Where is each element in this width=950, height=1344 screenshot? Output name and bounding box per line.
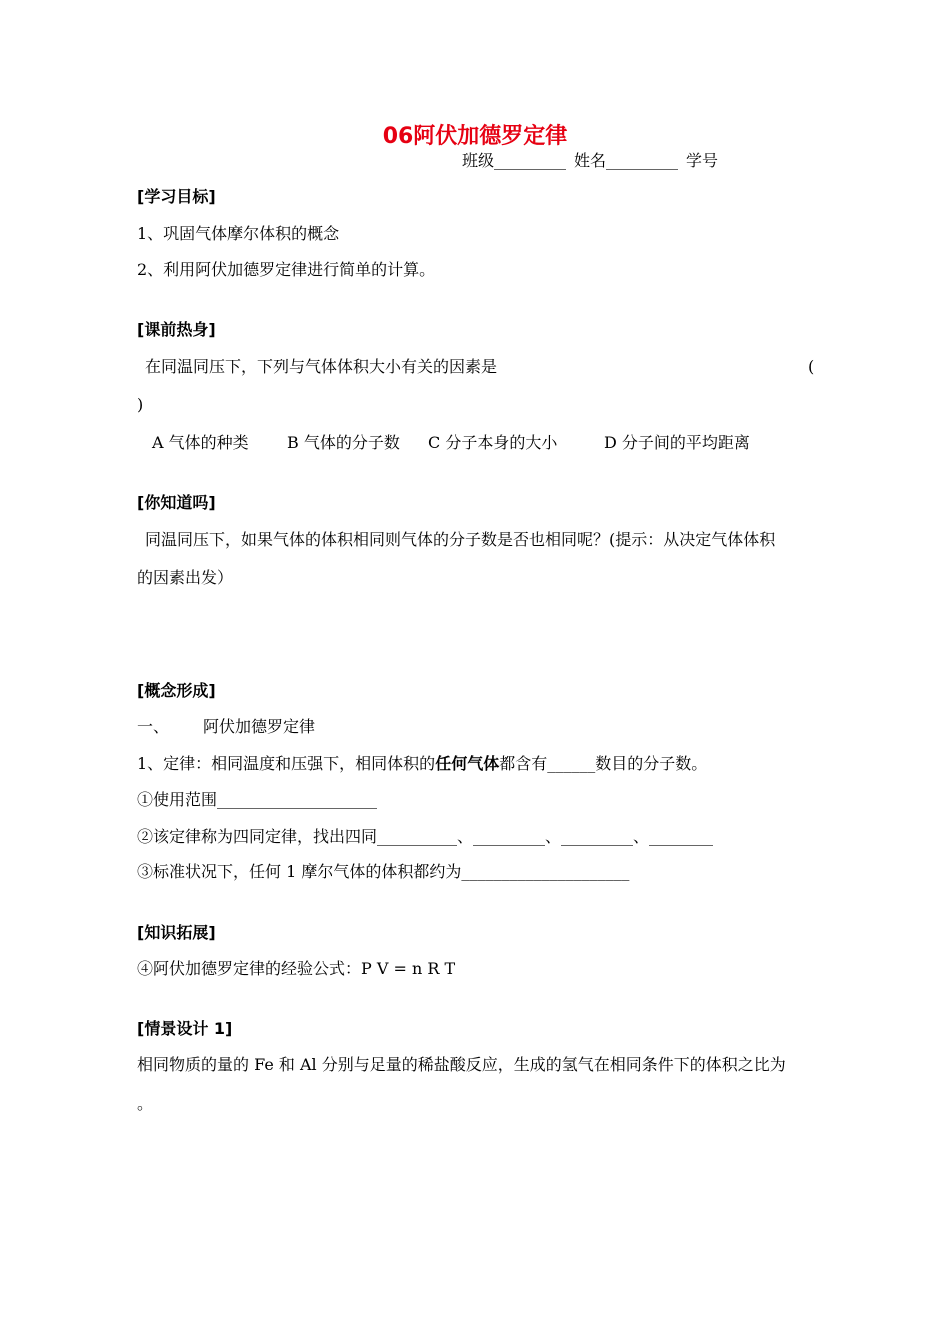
learning-goal-item: 2、利用阿伏加德罗定律进行简单的计算。 bbox=[137, 260, 436, 279]
name-label: 姓名 bbox=[574, 151, 607, 170]
warmup-question: 在同温同压下，下列与气体体积大小有关的因素是 bbox=[145, 357, 498, 376]
learning-goal-item: 1、巩固气体摩尔体积的概念 bbox=[137, 224, 340, 243]
concept-heading: [概念形成] bbox=[137, 681, 216, 700]
section-title: 阿伏加德罗定律 bbox=[203, 717, 316, 736]
answer-paren-close: ) bbox=[137, 395, 144, 414]
formula-line: ④阿伏加德罗定律的经验公式：P V = n R T bbox=[137, 959, 456, 978]
class-blank: _________ bbox=[494, 151, 567, 170]
did-you-know-heading: [你知道吗] bbox=[137, 493, 216, 512]
law-suffix: 都含有______数目的分子数。 bbox=[499, 754, 708, 773]
did-you-know-text: 的因素出发） bbox=[137, 568, 234, 587]
warmup-heading: [课前热身] bbox=[137, 320, 216, 339]
section-number: 一、 bbox=[137, 717, 170, 736]
extension-heading: [知识拓展] bbox=[137, 923, 216, 942]
option-b: B 气体的分子数 bbox=[287, 433, 400, 452]
law-statement bbox=[137, 754, 707, 774]
name-blank: _________ bbox=[606, 151, 679, 170]
option-d: D 分子间的平均距离 bbox=[604, 433, 750, 452]
student-number-label: 学号 bbox=[686, 151, 719, 170]
scenario-text: 相同物质的量的 Fe 和 Al 分别与足量的稀盐酸反应，生成的氢气在相同条件下的体积之比为 bbox=[137, 1055, 786, 1074]
scenario-heading: [情景设计 1] bbox=[137, 1019, 233, 1038]
option-c: C 分子本身的大小 bbox=[428, 433, 558, 452]
law-emphasis: 任何气体 bbox=[435, 754, 500, 773]
student-info-line bbox=[462, 151, 718, 171]
concept-item-four-same: ②该定律称为四同定律，找出四同__________、_________、_________、________ bbox=[137, 827, 714, 846]
class-label: 班级 bbox=[462, 151, 495, 170]
concept-item-scope: ①使用范围____________________ bbox=[137, 790, 378, 809]
learning-goals-heading: [学习目标] bbox=[137, 187, 216, 206]
did-you-know-text: 同温同压下，如果气体的体积相同则气体的分子数是否也相同呢？(提示：从决定气体体积 bbox=[145, 530, 776, 549]
answer-paren-open: ( bbox=[808, 357, 815, 376]
option-a: A 气体的种类 bbox=[152, 433, 249, 452]
law-prefix: 1、定律：相同温度和压强下，相同体积的 bbox=[137, 754, 436, 773]
concept-item-molar-volume: ③标准状况下，任何 1 摩尔气体的体积都约为_____________________ bbox=[137, 862, 630, 881]
page-title: 06阿伏加德罗定律 bbox=[382, 124, 568, 149]
scenario-text-end: 。 bbox=[137, 1094, 154, 1113]
